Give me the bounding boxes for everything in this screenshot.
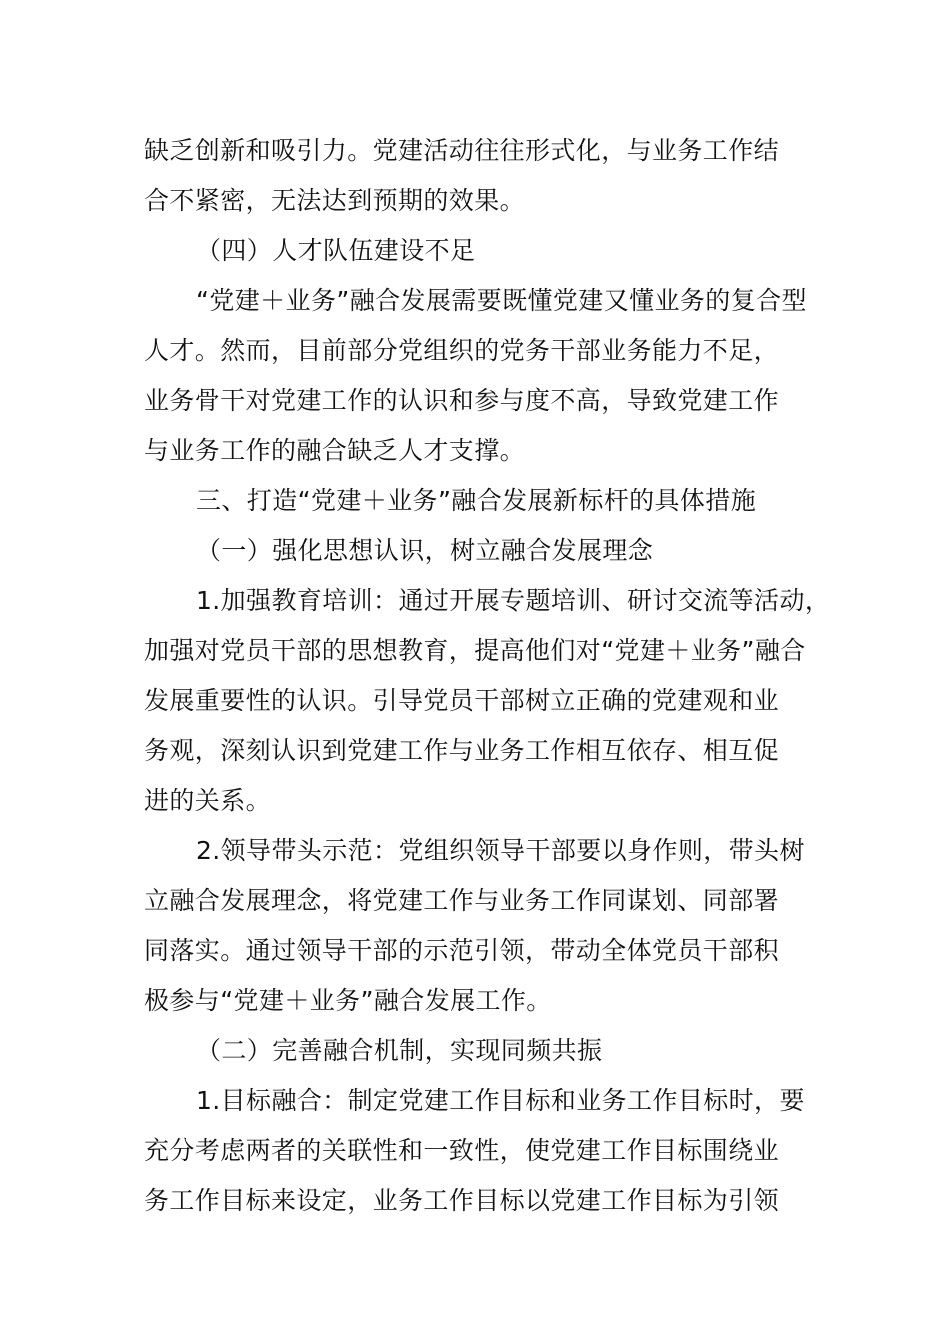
paragraph-line: 2.领导带头示范：党组织领导干部要以身作则，带头树	[196, 836, 805, 865]
paragraph-line: 进的关系。	[144, 786, 272, 815]
paragraph-line: 立融合发展理念，将党建工作与业务工作同谋划、同部署	[144, 886, 780, 915]
paragraph-line: 人才。然而，目前部分党组织的党务干部业务能力不足，	[144, 336, 780, 365]
paragraph-line: 1.加强教育培训：通过开展专题培训、研讨交流等活动，	[196, 586, 831, 615]
paragraph-line: 务观，深刻认识到党建工作与业务工作相互依存、相互促	[144, 736, 780, 765]
section-heading: （一）强化思想认识，树立融合发展理念	[196, 536, 654, 565]
paragraph-line: 极参与“党建＋业务”融合发展工作。	[144, 986, 552, 1015]
section-heading: （四）人才队伍建设不足	[196, 236, 476, 265]
paragraph-line: 业务骨干对党建工作的认识和参与度不高，导致党建工作	[144, 386, 780, 415]
paragraph-line: 务工作目标来设定，业务工作目标以党建工作目标为引领	[144, 1186, 780, 1215]
paragraph-line: 充分考虑两者的关联性和一致性，使党建工作目标围绕业	[144, 1136, 780, 1165]
paragraph-line: 与业务工作的融合缺乏人才支撑。	[144, 436, 526, 465]
paragraph-line: 同落实。通过领导干部的示范引领，带动全体党员干部积	[144, 936, 780, 965]
chapter-heading: 三、打造“党建＋业务”融合发展新标杆的具体措施	[196, 486, 757, 515]
paragraph-line: “党建＋业务”融合发展需要既懂党建又懂业务的复合型	[196, 286, 807, 315]
section-heading: （二）完善融合机制，实现同频共振	[196, 1036, 603, 1065]
paragraph-line: 发展重要性的认识。引导党员干部树立正确的党建观和业	[144, 686, 780, 715]
paragraph-line: 1.目标融合：制定党建工作目标和业务工作目标时，要	[196, 1086, 805, 1115]
paragraph-line: 缺乏创新和吸引力。党建活动往往形式化，与业务工作结	[144, 136, 780, 165]
paragraph-line: 合不紧密，无法达到预期的效果。	[144, 186, 526, 215]
paragraph-line: 加强对党员干部的思想教育，提高他们对“党建＋业务”融合	[144, 636, 806, 665]
